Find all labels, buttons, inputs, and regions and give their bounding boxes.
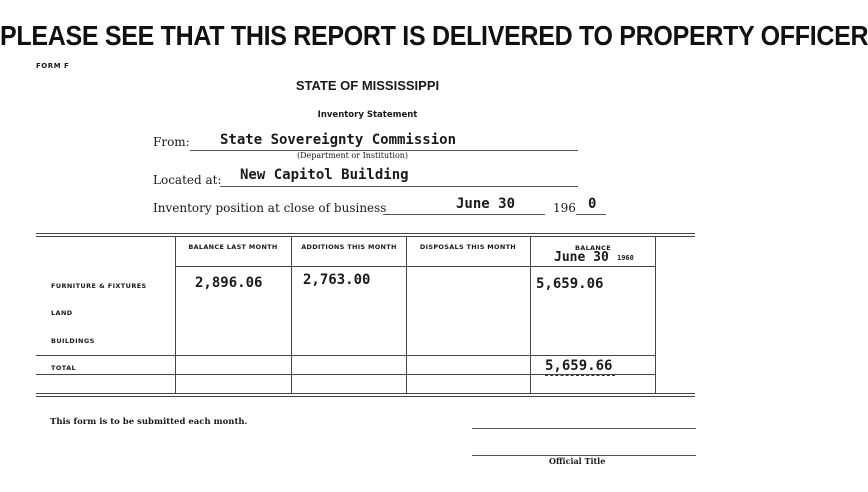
col-divider-2 [291, 237, 292, 393]
position-year-prefix: 196 [553, 201, 576, 215]
position-year-suffix: 0 [588, 196, 597, 212]
row-label-land: LAND [51, 309, 73, 317]
table-bottom-rule [36, 393, 695, 394]
position-date-underline [383, 214, 545, 215]
furniture-additions: 2,763.00 [303, 272, 371, 288]
location-underline [220, 186, 578, 187]
col-divider-3 [406, 237, 407, 393]
position-year-underline [576, 214, 606, 215]
total-balance-underline [545, 375, 615, 376]
state-title: STATE OF MISSISSIPPI [295, 78, 440, 93]
row-label-buildings: BUILDINGS [51, 337, 95, 345]
signature-line [472, 428, 696, 429]
header-balance-date: June 30 [554, 250, 609, 265]
position-date: June 30 [456, 196, 516, 212]
col-divider-1 [175, 237, 176, 393]
header-additions: ADDITIONS THIS MONTH [301, 243, 397, 251]
table-bottom-rule-inner [36, 396, 695, 397]
submission-note: This form is to be submitted each month. [50, 417, 248, 427]
header-balance: BALANCE [575, 244, 611, 252]
location-value: New Capitol Building [240, 167, 409, 183]
delivery-banner: PLEASE SEE THAT THIS REPORT IS DELIVERED TO PROPERTY OFFICER [0, 20, 868, 52]
header-balance-year: 1960 [617, 254, 634, 262]
total-balance: 5,659.66 [545, 358, 613, 374]
table-top-rule-inner [36, 236, 695, 237]
col-divider-5 [655, 237, 656, 393]
document-title: Inventory Statement [317, 110, 418, 120]
col-divider-4 [530, 237, 531, 393]
official-title-caption: Official Title [549, 456, 606, 466]
header-disposals: DISPOSALS THIS MONTH [419, 243, 517, 251]
row-label-total: TOTAL [51, 364, 77, 372]
furniture-balance: 5,659.06 [536, 276, 604, 292]
form-id: FORM F [36, 62, 70, 70]
from-value: State Sovereignty Commission [220, 132, 457, 148]
header-bottom-rule [175, 266, 655, 267]
from-label: From: [153, 135, 190, 149]
table-top-rule [36, 233, 695, 234]
header-balance-last-month: BALANCE LAST MONTH [188, 243, 278, 251]
from-caption: (Department or Institution) [297, 151, 409, 160]
location-label: Located at: [153, 173, 222, 187]
furniture-balance-last-month: 2,896.06 [195, 275, 263, 291]
position-label: Inventory position at close of business [153, 201, 387, 215]
total-top-rule [36, 355, 655, 356]
row-label-furniture: FURNITURE & FIXTURES [51, 282, 147, 290]
